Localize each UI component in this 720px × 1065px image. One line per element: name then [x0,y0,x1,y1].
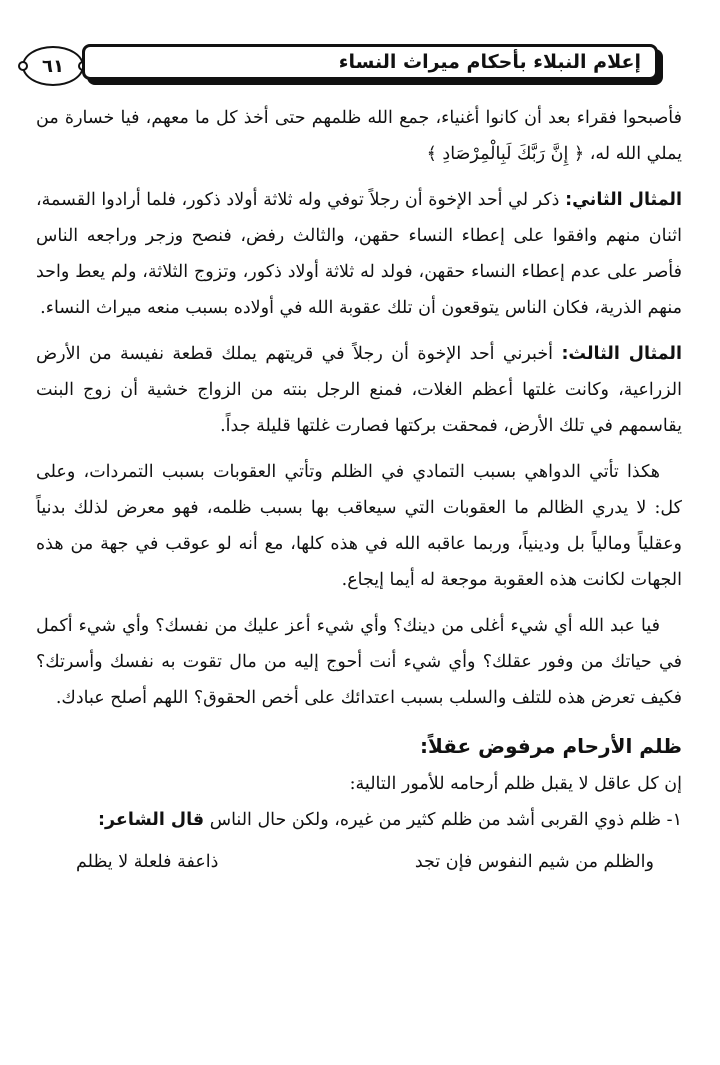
paragraph-5: فيا عبد الله أي شيء أغلى من دينك؟ وأي شيء أعز عليك من نفسك؟ وأي شيء أكمل في حياتك من وفور عقلك؟ وأي شيء أنت أحوج إليه من مال تقوت به نفسك وأسرتك؟ فكيف تعرض هذه للتلف والسلب بسبب اعتدائك على أخص الحقوق؟ اللهم أصلح عبادك. [36,616,682,708]
page-body [36,100,682,880]
quran-verse: ﴿ إِنَّ رَبَّكَ لَبِالْمِرْصَادِ ﴾ [426,144,585,164]
example-3 [36,336,682,444]
paragraph-7 [36,802,682,838]
page-number-ornament [22,46,84,86]
section-heading: ظلم الأرحام مرفوض عقلاً: [419,734,682,758]
poet-intro: قال الشاعر: [98,810,205,830]
poem-verse [36,844,682,880]
paragraph-7-text: ١- ظلم ذوي القربى أشد من ظلم كثير من غيره، ولكن حال الناس [209,810,682,830]
page-number: ٦١ [42,55,64,77]
poem-first-hemistich: والظلم من شيم النفوس فإن تجد [414,852,654,872]
poem-second-hemistich: ذاعفة فلعلة لا يظلم [76,852,219,872]
paragraph-6: إن كل عاقل لا يقبل ظلم أرحامه للأمور التالية: [349,774,682,794]
example-3-label: المثال الثالث: [561,344,682,364]
paragraph-1-text: فأصبحوا فقراء بعد أن كانوا أغنياء، جمع الله ظلمهم حتى أخذ كل ما معهم، فيا خسارة من يملي الله له، [36,108,682,164]
page-header [22,40,662,90]
example-2-label: المثال الثاني: [565,190,682,210]
example-2-text: ذكر لي أحد الإخوة أن رجلاً توفي وله ثلاثة أولاد ذكور، فلما أرادوا القسمة، اثنان منهم وافقوا على إعطاء النساء حقهن، والثالث رفض، فنصح وزجر وراجعه الناس فأصر على عدم إعطاء النساء حقهن، فولد له ثلاثة أولاد ذكور، وتزوج الثلاثة، ولم يعط واحد منهم الذرية، فكان الناس يتوقعون أن تلك عقوبة الله في أولاده بسبب منعه ميراث النساء. [36,190,682,318]
running-title-box [82,44,658,80]
example-2 [36,182,682,326]
example-3-text: أخبرني أحد الإخوة أن رجلاً في قريتهم يملك قطعة نفيسة من الأرض الزراعية، وكانت غلتها أعظم الغلات، فمنع الرجل بنته من الزواج خشية أن زوج البنت يقاسمهم في تلك الأرض، فمحقت بركتها فصارت غلتها قليلة جداً. [36,344,682,436]
paragraph-4: هكذا تأتي الدواهي بسبب التمادي في الظلم وتأتي العقوبات بسبب التمردات، وعلى كل: لا يدري الظالم ما العقوبات التي سيعاقب بها بسبب ظلمه، فهو معرض لذلك بدنياً وعقلياً ومالياً بل ودينياً، وربما عاقبه الله في هذه كلها، مع أنه لو عوقب في جهة من هذه الجهات لكانت هذه العقوبة موجعة له أيما إيجاع. [36,462,682,590]
running-title: إعلام النبلاء بأحكام ميراث النساء [338,51,641,73]
paragraph-1 [36,100,682,172]
